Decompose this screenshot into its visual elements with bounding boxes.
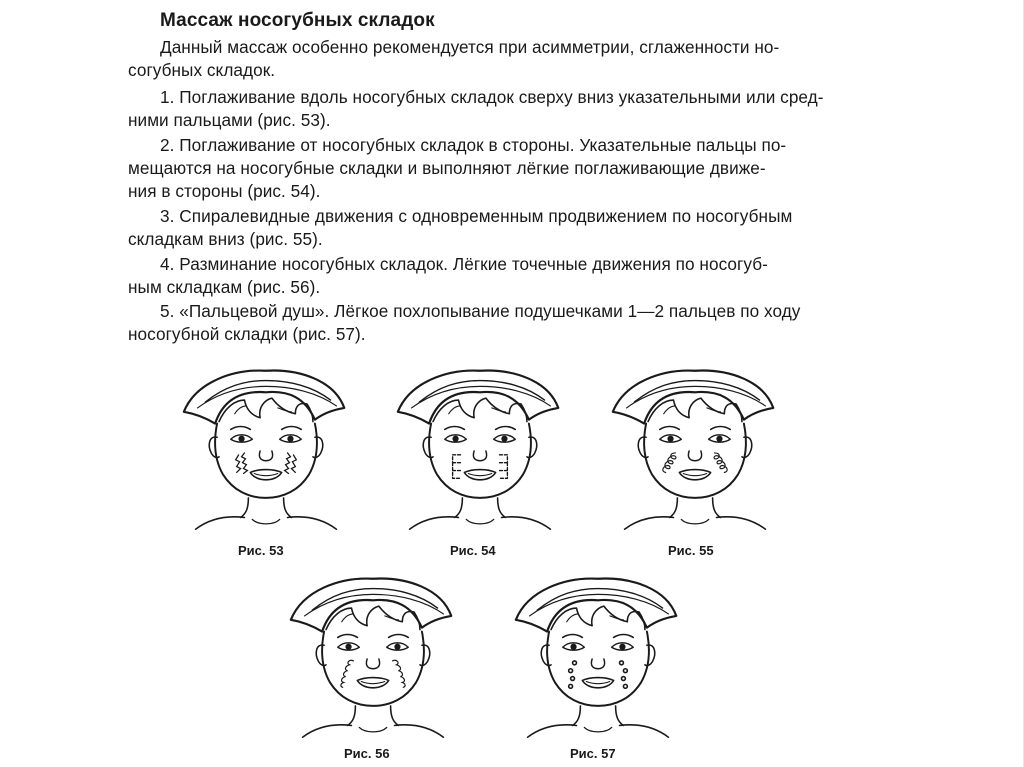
figure-56-caption: Рис. 56	[344, 746, 390, 761]
figure-57	[508, 572, 688, 742]
intro-line-2: согубных складок.	[128, 60, 276, 80]
figure-55-caption: Рис. 55	[668, 543, 714, 558]
section-title: Массаж носогубных складок	[160, 10, 435, 31]
figure-56	[283, 572, 463, 742]
figure-53-caption: Рис. 53	[238, 543, 284, 558]
intro-line-1: Данный массаж особенно рекомендуется при асимметрии, сглаженности но-	[160, 37, 780, 57]
item-3-line-2: складкам вниз (рис. 55).	[128, 229, 323, 249]
item-1-line-1: 1. Поглаживание вдоль носогубных складок сверху вниз указательными или сред-	[160, 87, 824, 107]
face-illustration	[283, 572, 463, 742]
face-illustration	[605, 364, 785, 534]
item-2-line-1: 2. Поглаживание от носогубных складок в стороны. Указательные пальцы по-	[160, 135, 787, 155]
figure-57-caption: Рис. 57	[570, 746, 616, 761]
item-4-line-1: 4. Разминание носогубных складок. Лёгкие точечные движения по носогуб-	[160, 254, 768, 274]
item-5-line-2: носогубной складки (рис. 57).	[128, 324, 366, 344]
item-2-line-2: мещаются на носогубные складки и выполняют лёгкие поглаживающие движе-	[128, 158, 766, 178]
figure-55	[605, 364, 785, 534]
item-1-line-2: ними пальцами (рис. 53).	[128, 110, 331, 130]
item-2-line-3: ния в стороны (рис. 54).	[128, 181, 321, 201]
figure-54-caption: Рис. 54	[450, 543, 496, 558]
face-illustration	[176, 364, 356, 534]
face-illustration	[508, 572, 688, 742]
figure-53	[176, 364, 356, 534]
item-3-line-1: 3. Спиралевидные движения с одновременным продвижением по носогубным	[160, 206, 793, 226]
item-4-line-2: ным складкам (рис. 56).	[128, 277, 321, 297]
item-5-line-1: 5. «Пальцевой душ». Лёгкое похлопывание подушечками 1—2 пальцев по ходу	[160, 301, 801, 321]
figure-54	[390, 364, 570, 534]
face-illustration	[390, 364, 570, 534]
